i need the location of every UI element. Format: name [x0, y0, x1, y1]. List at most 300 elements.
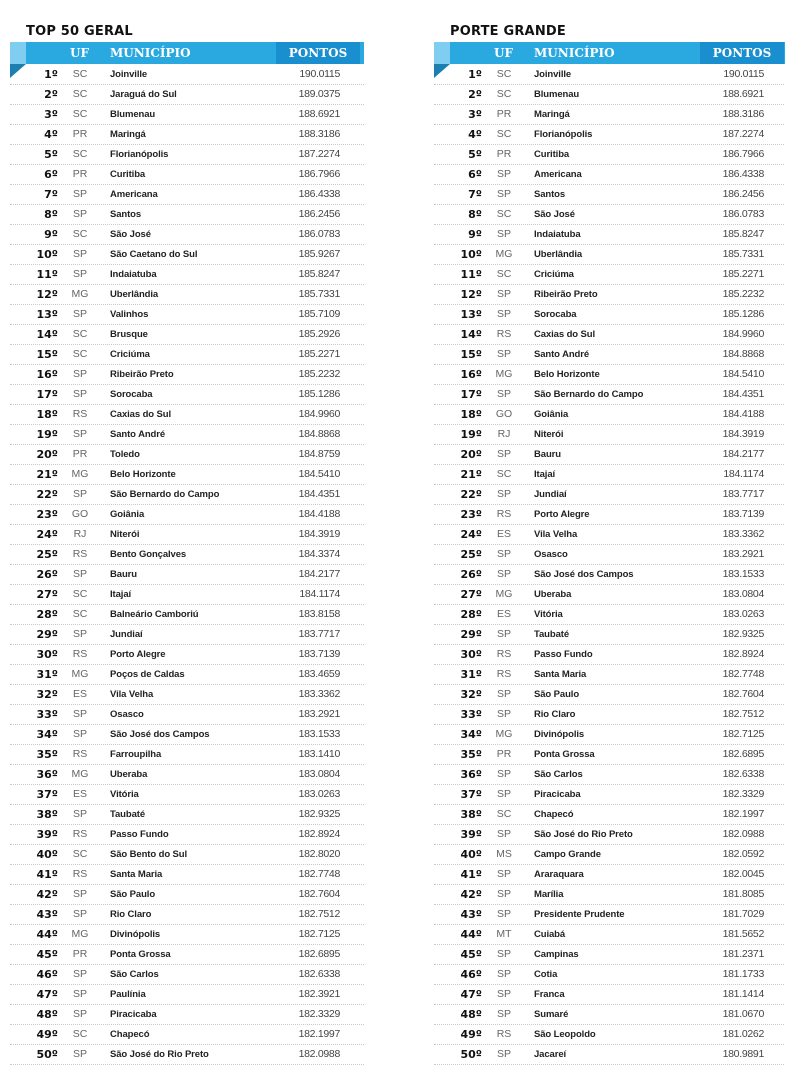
rank-cell: 36º — [36, 768, 58, 781]
pontos-cell: 183.4659 — [298, 668, 340, 680]
rank-cell: 7º — [44, 188, 58, 201]
municipio-cell: Santa Maria — [110, 869, 163, 880]
table-row — [434, 345, 785, 365]
uf-cell: SP — [72, 908, 87, 920]
pontos-cell: 181.8085 — [722, 888, 764, 900]
rank-cell: 26º — [460, 568, 482, 581]
municipio-cell: Porto Alegre — [110, 649, 166, 660]
header-tab-decoration — [434, 42, 450, 64]
rank-cell: 48º — [36, 1008, 58, 1021]
rank-cell: 5º — [44, 148, 58, 161]
municipio-cell: Paulínia — [110, 989, 146, 1000]
pontos-cell: 186.2456 — [298, 208, 340, 220]
pontos-cell: 182.8924 — [722, 648, 764, 660]
rank-cell: 28º — [36, 608, 58, 621]
pontos-cell: 184.1174 — [299, 588, 340, 600]
rank-cell: 6º — [468, 168, 482, 181]
municipio-cell: Florianópolis — [534, 129, 593, 140]
pontos-cell: 182.6895 — [722, 748, 764, 760]
uf-cell: SC — [496, 468, 512, 480]
pontos-cell: 189.0375 — [298, 88, 340, 100]
uf-cell: SP — [496, 228, 511, 240]
table-row — [10, 125, 364, 145]
uf-cell: RJ — [73, 528, 87, 540]
rank-cell: 20º — [460, 448, 482, 461]
municipio-cell: Curitiba — [110, 169, 146, 180]
pontos-cell: 183.1533 — [298, 728, 340, 740]
pontos-cell: 184.5410 — [298, 468, 340, 480]
table-row — [10, 945, 364, 965]
municipio-cell: São Paulo — [534, 689, 580, 700]
municipio-cell: Cotia — [534, 969, 558, 980]
uf-cell: SP — [496, 348, 511, 360]
municipio-cell: Rio Claro — [534, 709, 576, 720]
table-row — [10, 265, 364, 285]
pontos-cell: 185.7109 — [298, 308, 340, 320]
table-row — [10, 625, 364, 645]
column-header-municipio: MUNICÍPIO — [110, 46, 191, 60]
table-row — [10, 245, 364, 265]
uf-cell: SC — [72, 148, 88, 160]
rank-cell: 9º — [44, 228, 58, 241]
municipio-cell: São José — [534, 209, 575, 220]
municipio-cell: Bauru — [534, 449, 561, 460]
municipio-cell: Santos — [534, 189, 566, 200]
rank-cell: 30º — [36, 648, 58, 661]
rank-cell: 16º — [36, 368, 58, 381]
rank-cell: 39º — [460, 828, 482, 841]
uf-cell: RS — [72, 548, 88, 560]
uf-cell: RS — [72, 408, 88, 420]
table-row — [10, 525, 364, 545]
rank-cell: 39º — [36, 828, 58, 841]
pontos-cell: 183.7717 — [722, 488, 764, 500]
table-row — [434, 965, 785, 985]
rank-cell: 35º — [460, 748, 482, 761]
pontos-cell: 183.0804 — [722, 588, 764, 600]
pontos-cell: 183.3362 — [722, 528, 764, 540]
rank-cell: 15º — [460, 348, 482, 361]
municipio-cell: Sumaré — [534, 1009, 569, 1020]
table-row — [10, 725, 364, 745]
table-row — [10, 965, 364, 985]
table-row — [10, 1005, 364, 1025]
uf-cell: SP — [496, 888, 511, 900]
column-header-pontos: PONTOS — [276, 42, 360, 64]
uf-cell: SP — [496, 388, 511, 400]
table-row — [10, 105, 364, 125]
rank-cell: 42º — [460, 888, 482, 901]
pontos-cell: 182.6338 — [298, 968, 340, 980]
rank-cell: 2º — [44, 88, 58, 101]
table-row — [434, 265, 785, 285]
table-row — [10, 145, 364, 165]
pontos-cell: 185.2271 — [298, 348, 340, 360]
rank-cell: 10º — [36, 248, 58, 261]
uf-cell: SC — [72, 608, 88, 620]
rank-cell: 35º — [36, 748, 58, 761]
pontos-cell: 182.0988 — [298, 1048, 340, 1060]
uf-cell: SP — [496, 548, 511, 560]
header-tab-decoration — [10, 42, 26, 64]
pontos-cell: 184.3919 — [298, 528, 340, 540]
table-body — [10, 65, 364, 1065]
municipio-cell: Poços de Caldas — [110, 669, 185, 680]
municipio-cell: São José dos Campos — [110, 729, 210, 740]
rank-cell: 41º — [460, 868, 482, 881]
rank-cell: 10º — [460, 248, 482, 261]
municipio-cell: Jaraguá do Sul — [110, 89, 177, 100]
pontos-cell: 183.0804 — [298, 768, 340, 780]
municipio-cell: São José — [110, 229, 151, 240]
uf-cell: PR — [496, 108, 512, 120]
uf-cell: SP — [72, 248, 87, 260]
municipio-cell: Uberlândia — [534, 249, 583, 260]
uf-cell: SP — [72, 968, 87, 980]
municipio-cell: Bento Gonçalves — [110, 549, 187, 560]
rank-cell: 24º — [36, 528, 58, 541]
uf-cell: MG — [495, 588, 513, 600]
uf-cell: PR — [496, 148, 512, 160]
rank-cell: 8º — [44, 208, 58, 221]
uf-cell: MG — [71, 668, 89, 680]
pontos-cell: 184.8868 — [722, 348, 764, 360]
rank-cell: 50º — [460, 1048, 482, 1061]
municipio-cell: Taubaté — [534, 629, 570, 640]
table-row — [10, 825, 364, 845]
pontos-cell: 182.7748 — [722, 668, 764, 680]
table-row — [434, 65, 785, 85]
table-row — [10, 285, 364, 305]
table-row — [434, 785, 785, 805]
municipio-cell: São José do Rio Preto — [534, 829, 633, 840]
table-row — [434, 365, 785, 385]
table-row — [10, 845, 364, 865]
municipio-cell: Santa Maria — [534, 669, 587, 680]
table-row — [10, 465, 364, 485]
municipio-cell: Niterói — [534, 429, 564, 440]
rank-cell: 37º — [36, 788, 58, 801]
rank-cell: 17º — [36, 388, 58, 401]
rank-cell: 47º — [36, 988, 58, 1001]
table-row — [434, 845, 785, 865]
pontos-cell: 182.6895 — [298, 948, 340, 960]
rank-cell: 30º — [460, 648, 482, 661]
municipio-cell: Brusque — [110, 329, 148, 340]
pontos-cell: 184.8868 — [298, 428, 340, 440]
rank-cell: 25º — [460, 548, 482, 561]
uf-cell: SP — [72, 308, 87, 320]
uf-cell: SP — [72, 708, 87, 720]
table-row — [10, 385, 364, 405]
municipio-cell: Porto Alegre — [534, 509, 590, 520]
pontos-cell: 185.7331 — [722, 248, 764, 260]
rank-cell: 49º — [460, 1028, 482, 1041]
pontos-cell: 182.0592 — [722, 848, 764, 860]
uf-cell: MT — [496, 928, 512, 940]
table-row — [10, 485, 364, 505]
pontos-cell: 186.0783 — [298, 228, 340, 240]
municipio-cell: Ponta Grossa — [110, 949, 171, 960]
municipio-cell: Rio Claro — [110, 909, 152, 920]
table-row — [434, 945, 785, 965]
table-row — [434, 905, 785, 925]
rank-cell: 43º — [460, 908, 482, 921]
rank-cell: 18º — [36, 408, 58, 421]
pontos-cell: 184.4188 — [722, 408, 764, 420]
rank-cell: 4º — [468, 128, 482, 141]
uf-cell: SP — [496, 828, 511, 840]
table-row — [434, 145, 785, 165]
table-row — [10, 1025, 364, 1045]
municipio-cell: Criciúma — [534, 269, 574, 280]
rank-cell: 11º — [36, 268, 58, 281]
rank-cell: 45º — [36, 948, 58, 961]
column-header-municipio: MUNICÍPIO — [534, 46, 615, 60]
table-row — [10, 605, 364, 625]
table-row — [434, 765, 785, 785]
uf-cell: SP — [72, 268, 87, 280]
uf-cell: RS — [496, 648, 512, 660]
pontos-cell: 184.4351 — [298, 488, 340, 500]
municipio-cell: Goiânia — [534, 409, 569, 420]
table-row — [10, 865, 364, 885]
ranking-table-top50 — [10, 22, 364, 1065]
municipio-cell: Indaiatuba — [110, 269, 157, 280]
municipio-cell: São José dos Campos — [534, 569, 634, 580]
table-row — [10, 985, 364, 1005]
municipio-cell: Santo André — [534, 349, 590, 360]
municipio-cell: Caxias do Sul — [110, 409, 171, 420]
rank-cell: 33º — [36, 708, 58, 721]
pontos-cell: 185.2232 — [298, 368, 340, 380]
pontos-cell: 190.0115 — [723, 68, 764, 80]
rank-cell: 24º — [460, 528, 482, 541]
table-row — [10, 65, 364, 85]
pontos-cell: 184.3919 — [722, 428, 764, 440]
municipio-cell: São Leopoldo — [534, 1029, 596, 1040]
table-row — [434, 405, 785, 425]
table-row — [10, 565, 364, 585]
pontos-cell: 188.3186 — [298, 128, 340, 140]
uf-cell: SP — [496, 688, 511, 700]
rank-cell: 1º — [468, 68, 482, 81]
pontos-cell: 185.9267 — [298, 248, 340, 260]
municipio-cell: Piracicaba — [534, 789, 581, 800]
rank-cell: 33º — [460, 708, 482, 721]
pontos-cell: 182.0045 — [722, 868, 764, 880]
pontos-cell: 188.6921 — [722, 88, 764, 100]
table-header — [10, 42, 364, 64]
pontos-cell: 190.0115 — [299, 68, 340, 80]
column-header-uf: UF — [70, 46, 89, 60]
uf-cell: SC — [72, 1028, 88, 1040]
rank-cell: 46º — [460, 968, 482, 981]
table-row — [434, 605, 785, 625]
uf-cell: MG — [495, 248, 513, 260]
table-row — [10, 205, 364, 225]
rank-cell: 12º — [460, 288, 482, 301]
pontos-cell: 181.0670 — [722, 1008, 764, 1020]
uf-cell: SC — [72, 108, 88, 120]
uf-cell: RS — [496, 328, 512, 340]
table-row — [10, 505, 364, 525]
pontos-cell: 188.6921 — [298, 108, 340, 120]
table-row — [10, 365, 364, 385]
municipio-cell: Itajaí — [534, 469, 556, 480]
uf-cell: SP — [496, 768, 511, 780]
uf-cell: PR — [72, 168, 88, 180]
pontos-cell: 185.2232 — [722, 288, 764, 300]
rank-cell: 11º — [460, 268, 482, 281]
rank-cell: 32º — [36, 688, 58, 701]
table-row — [10, 445, 364, 465]
uf-cell: RS — [72, 648, 88, 660]
rank-cell: 45º — [460, 948, 482, 961]
rank-cell: 22º — [460, 488, 482, 501]
pontos-cell: 187.2274 — [722, 128, 764, 140]
uf-cell: SP — [496, 448, 511, 460]
uf-cell: SC — [72, 588, 88, 600]
rank-cell: 42º — [36, 888, 58, 901]
rank-cell: 3º — [44, 108, 58, 121]
municipio-cell: Araraquara — [534, 869, 584, 880]
rank-cell: 23º — [460, 508, 482, 521]
pontos-cell: 182.9325 — [298, 808, 340, 820]
table-row — [434, 705, 785, 725]
uf-cell: ES — [72, 788, 87, 800]
table-row — [10, 885, 364, 905]
pontos-cell: 181.1733 — [722, 968, 764, 980]
uf-cell: MG — [495, 368, 513, 380]
table-row — [434, 465, 785, 485]
municipio-cell: Joinville — [110, 69, 148, 80]
rank-cell: 34º — [36, 728, 58, 741]
pontos-cell: 182.0988 — [722, 828, 764, 840]
municipio-cell: Chapecó — [110, 1029, 150, 1040]
municipio-cell: São Caetano do Sul — [110, 249, 198, 260]
municipio-cell: São Bernardo do Campo — [534, 389, 644, 400]
pontos-cell: 181.0262 — [722, 1028, 764, 1040]
rank-cell: 25º — [36, 548, 58, 561]
table-row — [10, 325, 364, 345]
pontos-cell: 182.3921 — [298, 988, 340, 1000]
table-row — [10, 1045, 364, 1065]
uf-cell: SP — [72, 988, 87, 1000]
uf-cell: SC — [496, 68, 512, 80]
pontos-cell: 184.8759 — [298, 448, 340, 460]
municipio-cell: São José do Rio Preto — [110, 1049, 209, 1060]
rank-cell: 21º — [460, 468, 482, 481]
pontos-cell: 181.5652 — [722, 928, 764, 940]
uf-cell: SP — [72, 568, 87, 580]
table-row — [10, 745, 364, 765]
rank-cell: 18º — [460, 408, 482, 421]
rank-cell: 13º — [36, 308, 58, 321]
uf-cell: SP — [72, 488, 87, 500]
uf-cell: SP — [496, 988, 511, 1000]
rank-cell: 40º — [460, 848, 482, 861]
table-body — [434, 65, 785, 1065]
pontos-cell: 183.0263 — [722, 608, 764, 620]
municipio-cell: Uberaba — [110, 769, 148, 780]
municipio-cell: Campinas — [534, 949, 579, 960]
table-row — [434, 725, 785, 745]
column-header-uf: UF — [494, 46, 513, 60]
pontos-cell: 186.4338 — [722, 168, 764, 180]
table-row — [434, 225, 785, 245]
municipio-cell: Belo Horizonte — [110, 469, 176, 480]
municipio-cell: Americana — [534, 169, 582, 180]
pontos-cell: 182.3329 — [298, 1008, 340, 1020]
table-row — [434, 245, 785, 265]
table-row — [434, 865, 785, 885]
pontos-cell: 182.1997 — [722, 808, 764, 820]
municipio-cell: Bauru — [110, 569, 137, 580]
pontos-cell: 182.7512 — [298, 908, 340, 920]
municipio-cell: Santos — [110, 209, 142, 220]
table-row — [434, 525, 785, 545]
uf-cell: RS — [496, 1028, 512, 1040]
rank-cell: 27º — [460, 588, 482, 601]
municipio-cell: Goiânia — [110, 509, 145, 520]
table-row — [434, 885, 785, 905]
table-row — [434, 825, 785, 845]
municipio-cell: Osasco — [110, 709, 144, 720]
uf-cell: MG — [71, 768, 89, 780]
municipio-cell: Florianópolis — [110, 149, 169, 160]
municipio-cell: Vitória — [534, 609, 563, 620]
municipio-cell: Itajaí — [110, 589, 132, 600]
rank-cell: 43º — [36, 908, 58, 921]
rank-cell: 21º — [36, 468, 58, 481]
pontos-cell: 184.2177 — [722, 448, 764, 460]
uf-cell: SC — [72, 328, 88, 340]
municipio-cell: Jundiaí — [110, 629, 143, 640]
municipio-cell: Ribeirão Preto — [110, 369, 174, 380]
table-title: TOP 50 GERAL — [26, 24, 133, 39]
pontos-cell: 183.2921 — [722, 548, 764, 560]
table-row — [434, 685, 785, 705]
uf-cell: MG — [71, 468, 89, 480]
rank-cell: 50º — [36, 1048, 58, 1061]
uf-cell: SC — [72, 848, 88, 860]
rank-cell: 32º — [460, 688, 482, 701]
uf-cell: RS — [496, 508, 512, 520]
uf-cell: RJ — [497, 428, 511, 440]
pontos-cell: 186.7966 — [722, 148, 764, 160]
rank-cell: 3º — [468, 108, 482, 121]
uf-cell: SP — [496, 568, 511, 580]
uf-cell: SP — [72, 368, 87, 380]
uf-cell: SP — [496, 628, 511, 640]
pontos-cell: 182.9325 — [722, 628, 764, 640]
uf-cell: SP — [72, 728, 87, 740]
uf-cell: SP — [72, 1048, 87, 1060]
municipio-cell: Marília — [534, 889, 564, 900]
rank-cell: 28º — [460, 608, 482, 621]
uf-cell: MS — [496, 848, 512, 860]
rank-cell: 14º — [460, 328, 482, 341]
table-row — [434, 565, 785, 585]
pontos-cell: 187.2274 — [298, 148, 340, 160]
rank-cell: 46º — [36, 968, 58, 981]
rank-cell: 16º — [460, 368, 482, 381]
column-header-pontos: PONTOS — [700, 42, 784, 64]
municipio-cell: Passo Fundo — [110, 829, 169, 840]
table-row — [434, 385, 785, 405]
municipio-cell: Vila Velha — [534, 529, 578, 540]
